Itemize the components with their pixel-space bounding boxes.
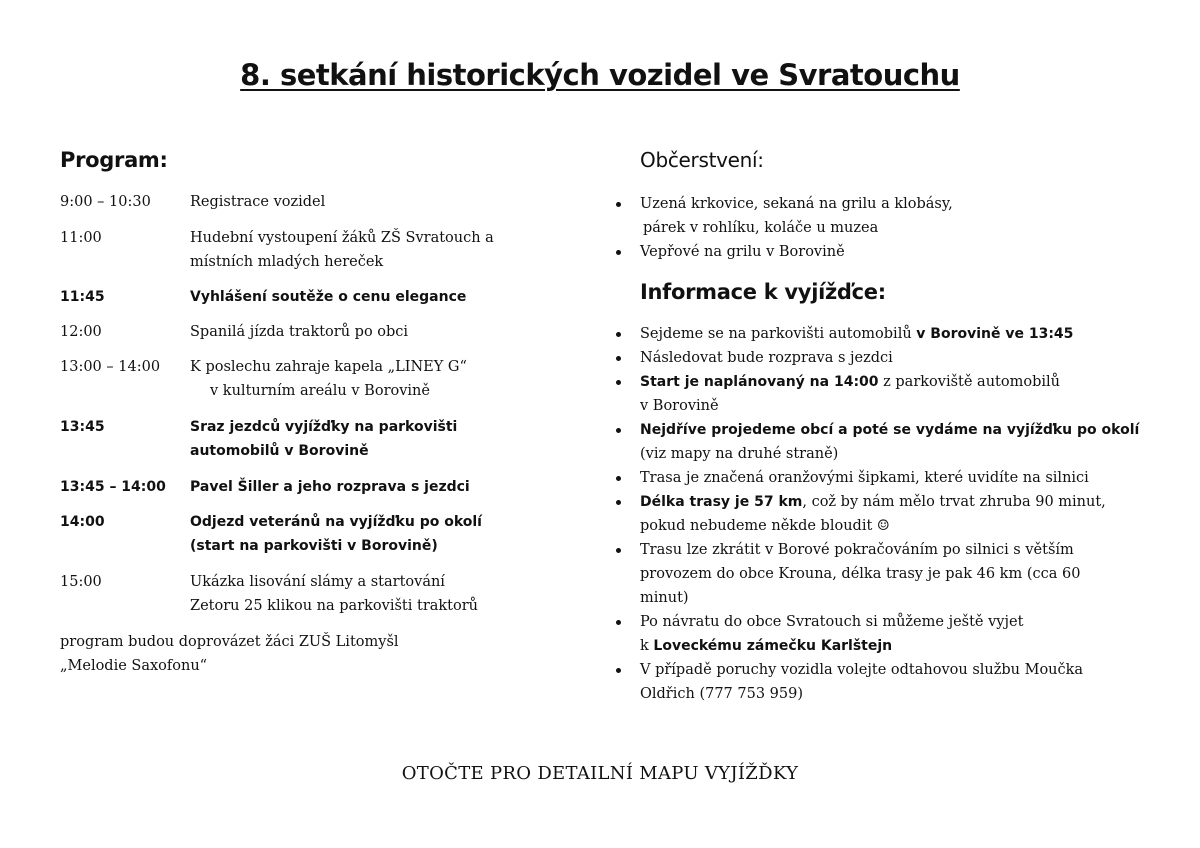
program-time: 14:00 <box>60 514 105 530</box>
list-item: Uzená krkovice, sekaná na grilu a klobásy, párek v rohlíku, koláče u muzea <box>612 192 1152 240</box>
list-item: Trasu lze zkrátit v Borové pokračováním po silnici s větším provozem do obce Krouna, délka trasy je pak 46 km (cca 60 minut) <box>612 538 1152 610</box>
program-desc: Ukázka lisování slámy a startování Zetoru 25 klikou na parkovišti traktorů <box>190 574 479 614</box>
list-item: Sejdeme se na parkovišti automobilů v Borovině ve 13:45 <box>612 322 1152 346</box>
list-item: Délka trasy je 57 km, což by nám mělo trvat zhruba 90 minut, pokud nebudeme někde bloudit ☺ <box>612 490 1152 538</box>
program-time: 13:00 – 14:00 <box>60 359 161 375</box>
info-list <box>612 322 1152 706</box>
program-time: 11:00 <box>60 230 102 246</box>
footer-note: OTOČTE PRO DETAILNÍ MAPU VYJÍŽĎKY <box>401 763 799 784</box>
info-heading: Informace k vyjížďce: <box>640 280 886 304</box>
list-item: Trasa je značená oranžovými šipkami, které uvidíte na silnici <box>612 466 1152 490</box>
program-time: 13:45 – 14:00 <box>60 479 166 495</box>
list-item: Následovat bude rozprava s jezdci <box>612 346 1152 370</box>
program-time: 13:45 <box>60 419 105 435</box>
program-desc: Hudební vystoupení žáků ZŠ Svratouch a místních mladých hereček <box>190 230 494 270</box>
document-title: 8. setkání historických vozidel ve Svratouchu <box>240 58 960 92</box>
list-item: Nejdříve projedeme obcí a poté se vydáme na vyjížďku po okolí (viz mapy na druhé straně) <box>612 418 1152 466</box>
refreshments-heading: Občerstvení: <box>640 148 764 172</box>
program-time: 11:45 <box>60 289 105 305</box>
program-desc: Vyhlášení soutěže o cenu elegance <box>190 289 467 305</box>
program-desc: Odjezd veteránů na vyjížďku po okolí (start na parkovišti v Borovině) <box>190 514 482 554</box>
list-item: Po návratu do obce Svratouch si můžeme ještě vyjet k Loveckému zámečku Karlštejn <box>612 610 1152 658</box>
program-time: 9:00 – 10:30 <box>60 194 151 210</box>
refreshments-list <box>612 192 1152 264</box>
list-item: V případě poruchy vozidla volejte odtahovou službu Moučka Oldřich (777 753 959) <box>612 658 1152 706</box>
program-time: 15:00 <box>60 574 102 590</box>
program-desc: Registrace vozidel <box>190 194 326 210</box>
list-item: Start je naplánovaný na 14:00 z parkoviště automobilů v Borovině <box>612 370 1152 418</box>
program-desc: Spanilá jízda traktorů po obci <box>190 324 409 340</box>
program-desc: Pavel Šiller a jeho rozprava s jezdci <box>190 479 470 495</box>
program-heading: Program: <box>60 148 168 172</box>
program-time: 12:00 <box>60 324 102 340</box>
program-note: program budou doprovázet žáci ZUŠ Litomyšl „Melodie Saxofonu“ <box>60 634 399 674</box>
program-desc: Sraz jezdců vyjížďky na parkovišti automobilů v Borovině <box>190 419 458 459</box>
list-item: Vepřové na grilu v Borovině <box>612 240 1152 264</box>
program-desc: K poslechu zahraje kapela „LINEY G“ v kulturním areálu v Borovině <box>190 359 467 399</box>
